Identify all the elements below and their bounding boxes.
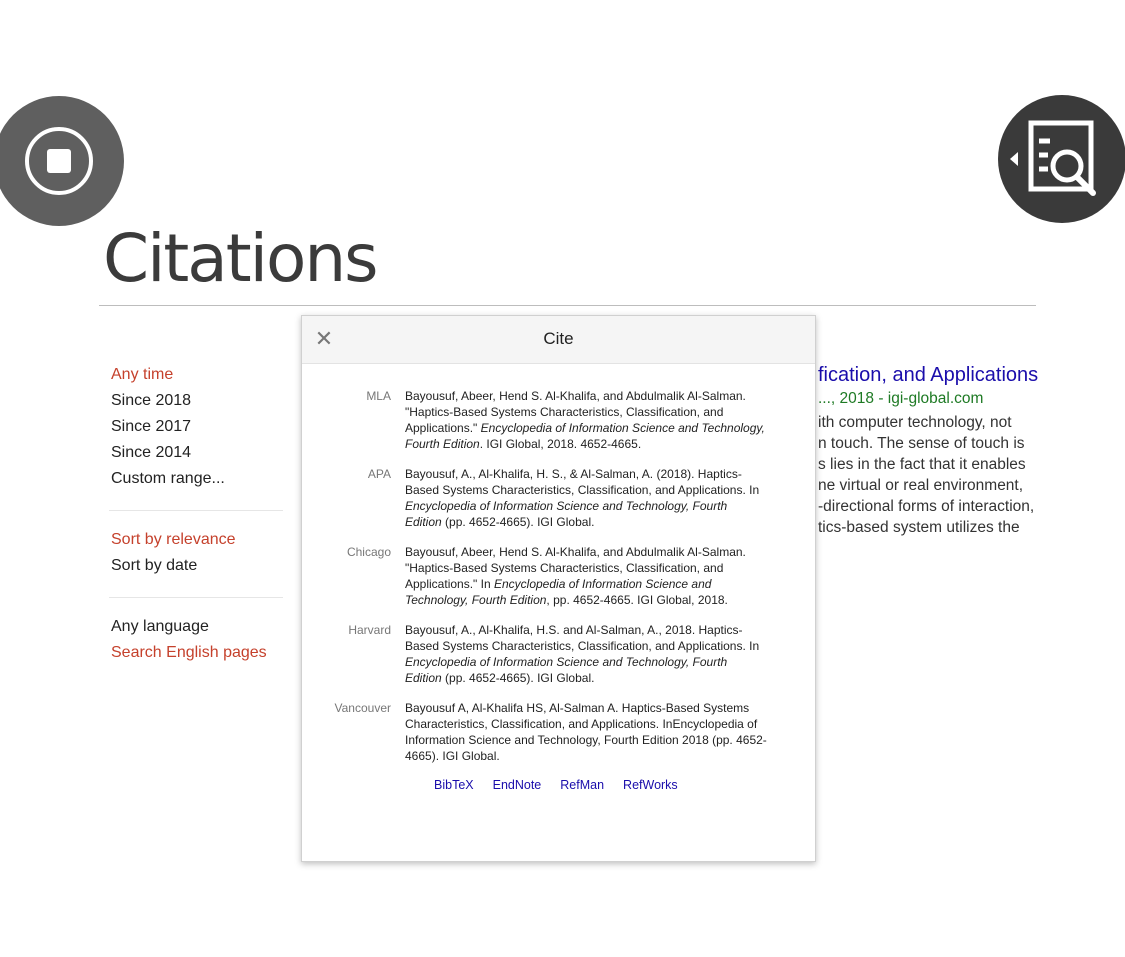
citation-export-links [302, 778, 815, 792]
sort-by-date[interactable]: Sort by date [111, 557, 198, 574]
search-result [818, 362, 1118, 538]
snippet-line: s lies in the fact that it enables [818, 456, 1026, 473]
search-filters-sidebar [111, 362, 286, 666]
citation-text[interactable] [405, 700, 767, 764]
citation-text-part: Bayousuf, A., Al-Khalifa, H.S. and Al-Salman, A., 2018. Haptics-Based Systems Characteristics, Classification, and Applications. In [405, 623, 760, 653]
filter-since-2014[interactable]: Since 2014 [111, 444, 192, 461]
citation-text-part: Bayousuf A, Al-Khalifa HS, Al-Salman A. Haptics-Based Systems Characteristics, Classification, and Applications. InEncyclopedia of Information Science and Technology, Fourth Edition 2018 (pp. 4652-4665). IGI Global. [405, 701, 767, 763]
sidebar-divider [109, 510, 283, 511]
citation-list [302, 364, 815, 792]
citation-row-vancouver [302, 700, 815, 764]
stop-button[interactable] [0, 96, 124, 226]
close-icon[interactable]: ✕ [314, 326, 334, 351]
sort-by-relevance[interactable]: Sort by relevance [111, 531, 236, 548]
citation-text[interactable] [405, 388, 767, 452]
result-source: ..., 2018 - igi-global.com [818, 390, 984, 407]
stop-icon [25, 127, 93, 195]
citation-text-part: , pp. 4652-4665. IGI Global, 2018. [546, 593, 728, 607]
citation-text-italic: Encyclopedia of Information Science and Technology, Fourth Edition [405, 655, 728, 685]
export-refworks-link[interactable]: RefWorks [623, 778, 678, 792]
snippet-line: n touch. The sense of touch is [818, 435, 1025, 452]
result-snippet [818, 412, 1118, 538]
filter-since-2018[interactable]: Since 2018 [111, 392, 192, 409]
citation-row-chicago [302, 544, 815, 608]
snippet-line: -directional forms of interaction, [818, 498, 1035, 515]
citation-text-part: Bayousuf, A., Al-Khalifa, H. S., & Al-Salman, A. (2018). Haptics-Based Systems Characteristics, Classification, and Applications. In [405, 467, 760, 497]
citation-style-label: Chicago [346, 545, 391, 559]
citation-style-label: Harvard [348, 623, 391, 637]
citation-text-part: (pp. 4652-4665). IGI Global. [441, 515, 595, 529]
citation-text-italic: Encyclopedia of Information Science and Technology, Fourth Edition [405, 421, 765, 451]
snippet-line: ith computer technology, not [818, 414, 1012, 431]
citation-text-italic: Encyclopedia of Information Science and Technology, Fourth Edition [405, 577, 712, 607]
citation-text-part: (pp. 4652-4665). IGI Global. [441, 671, 595, 685]
filter-any-language[interactable]: Any language [111, 618, 209, 635]
snippet-line: tics-based system utilizes the [818, 519, 1020, 536]
citation-row-harvard [302, 622, 815, 686]
citation-text-italic: Encyclopedia of Information Science and Technology, Fourth Edition [405, 499, 728, 529]
sidebar-divider [109, 597, 283, 598]
export-bibtex-link[interactable]: BibTeX [434, 778, 474, 792]
export-refman-link[interactable]: RefMan [560, 778, 605, 792]
result-title-link[interactable]: fication, and Applications [818, 364, 1039, 386]
citation-style-label: Vancouver [334, 701, 391, 715]
citation-style-label: MLA [366, 389, 391, 403]
filter-any-time[interactable]: Any time [111, 366, 174, 383]
citation-text-part: Bayousuf, Abeer, Hend S. Al-Khalifa, and Abdulmalik Al-Salman. "Haptics-Based Systems Characteristics, Classification, and Applications." In [405, 545, 746, 591]
reader-search-button[interactable] [998, 95, 1125, 223]
citation-text-part: Bayousuf, Abeer, Hend S. Al-Khalifa, and Abdulmalik Al-Salman. "Haptics-Based Systems Characteristics, Classification, and Applications." [405, 389, 746, 435]
citation-text-part: . IGI Global, 2018. 4652-4665. [479, 437, 642, 451]
citation-row-mla [302, 388, 815, 452]
reader-search-icon [998, 95, 1125, 223]
citation-text[interactable] [405, 466, 767, 530]
title-divider [99, 305, 1036, 306]
citation-text[interactable] [405, 622, 767, 686]
snippet-line: ne virtual or real environment, [818, 477, 1024, 494]
citation-style-label: APA [367, 467, 391, 481]
filter-english-pages[interactable]: Search English pages [111, 644, 267, 661]
cite-dialog-header [302, 316, 815, 364]
page-title: Citations [103, 220, 377, 297]
cite-dialog [301, 315, 816, 862]
citation-row-apa [302, 466, 815, 530]
export-endnote-link[interactable]: EndNote [492, 778, 542, 792]
filter-since-2017[interactable]: Since 2017 [111, 418, 192, 435]
citation-text[interactable] [405, 544, 767, 608]
filter-custom-range[interactable]: Custom range... [111, 470, 225, 487]
cite-dialog-title: Cite [543, 329, 574, 348]
